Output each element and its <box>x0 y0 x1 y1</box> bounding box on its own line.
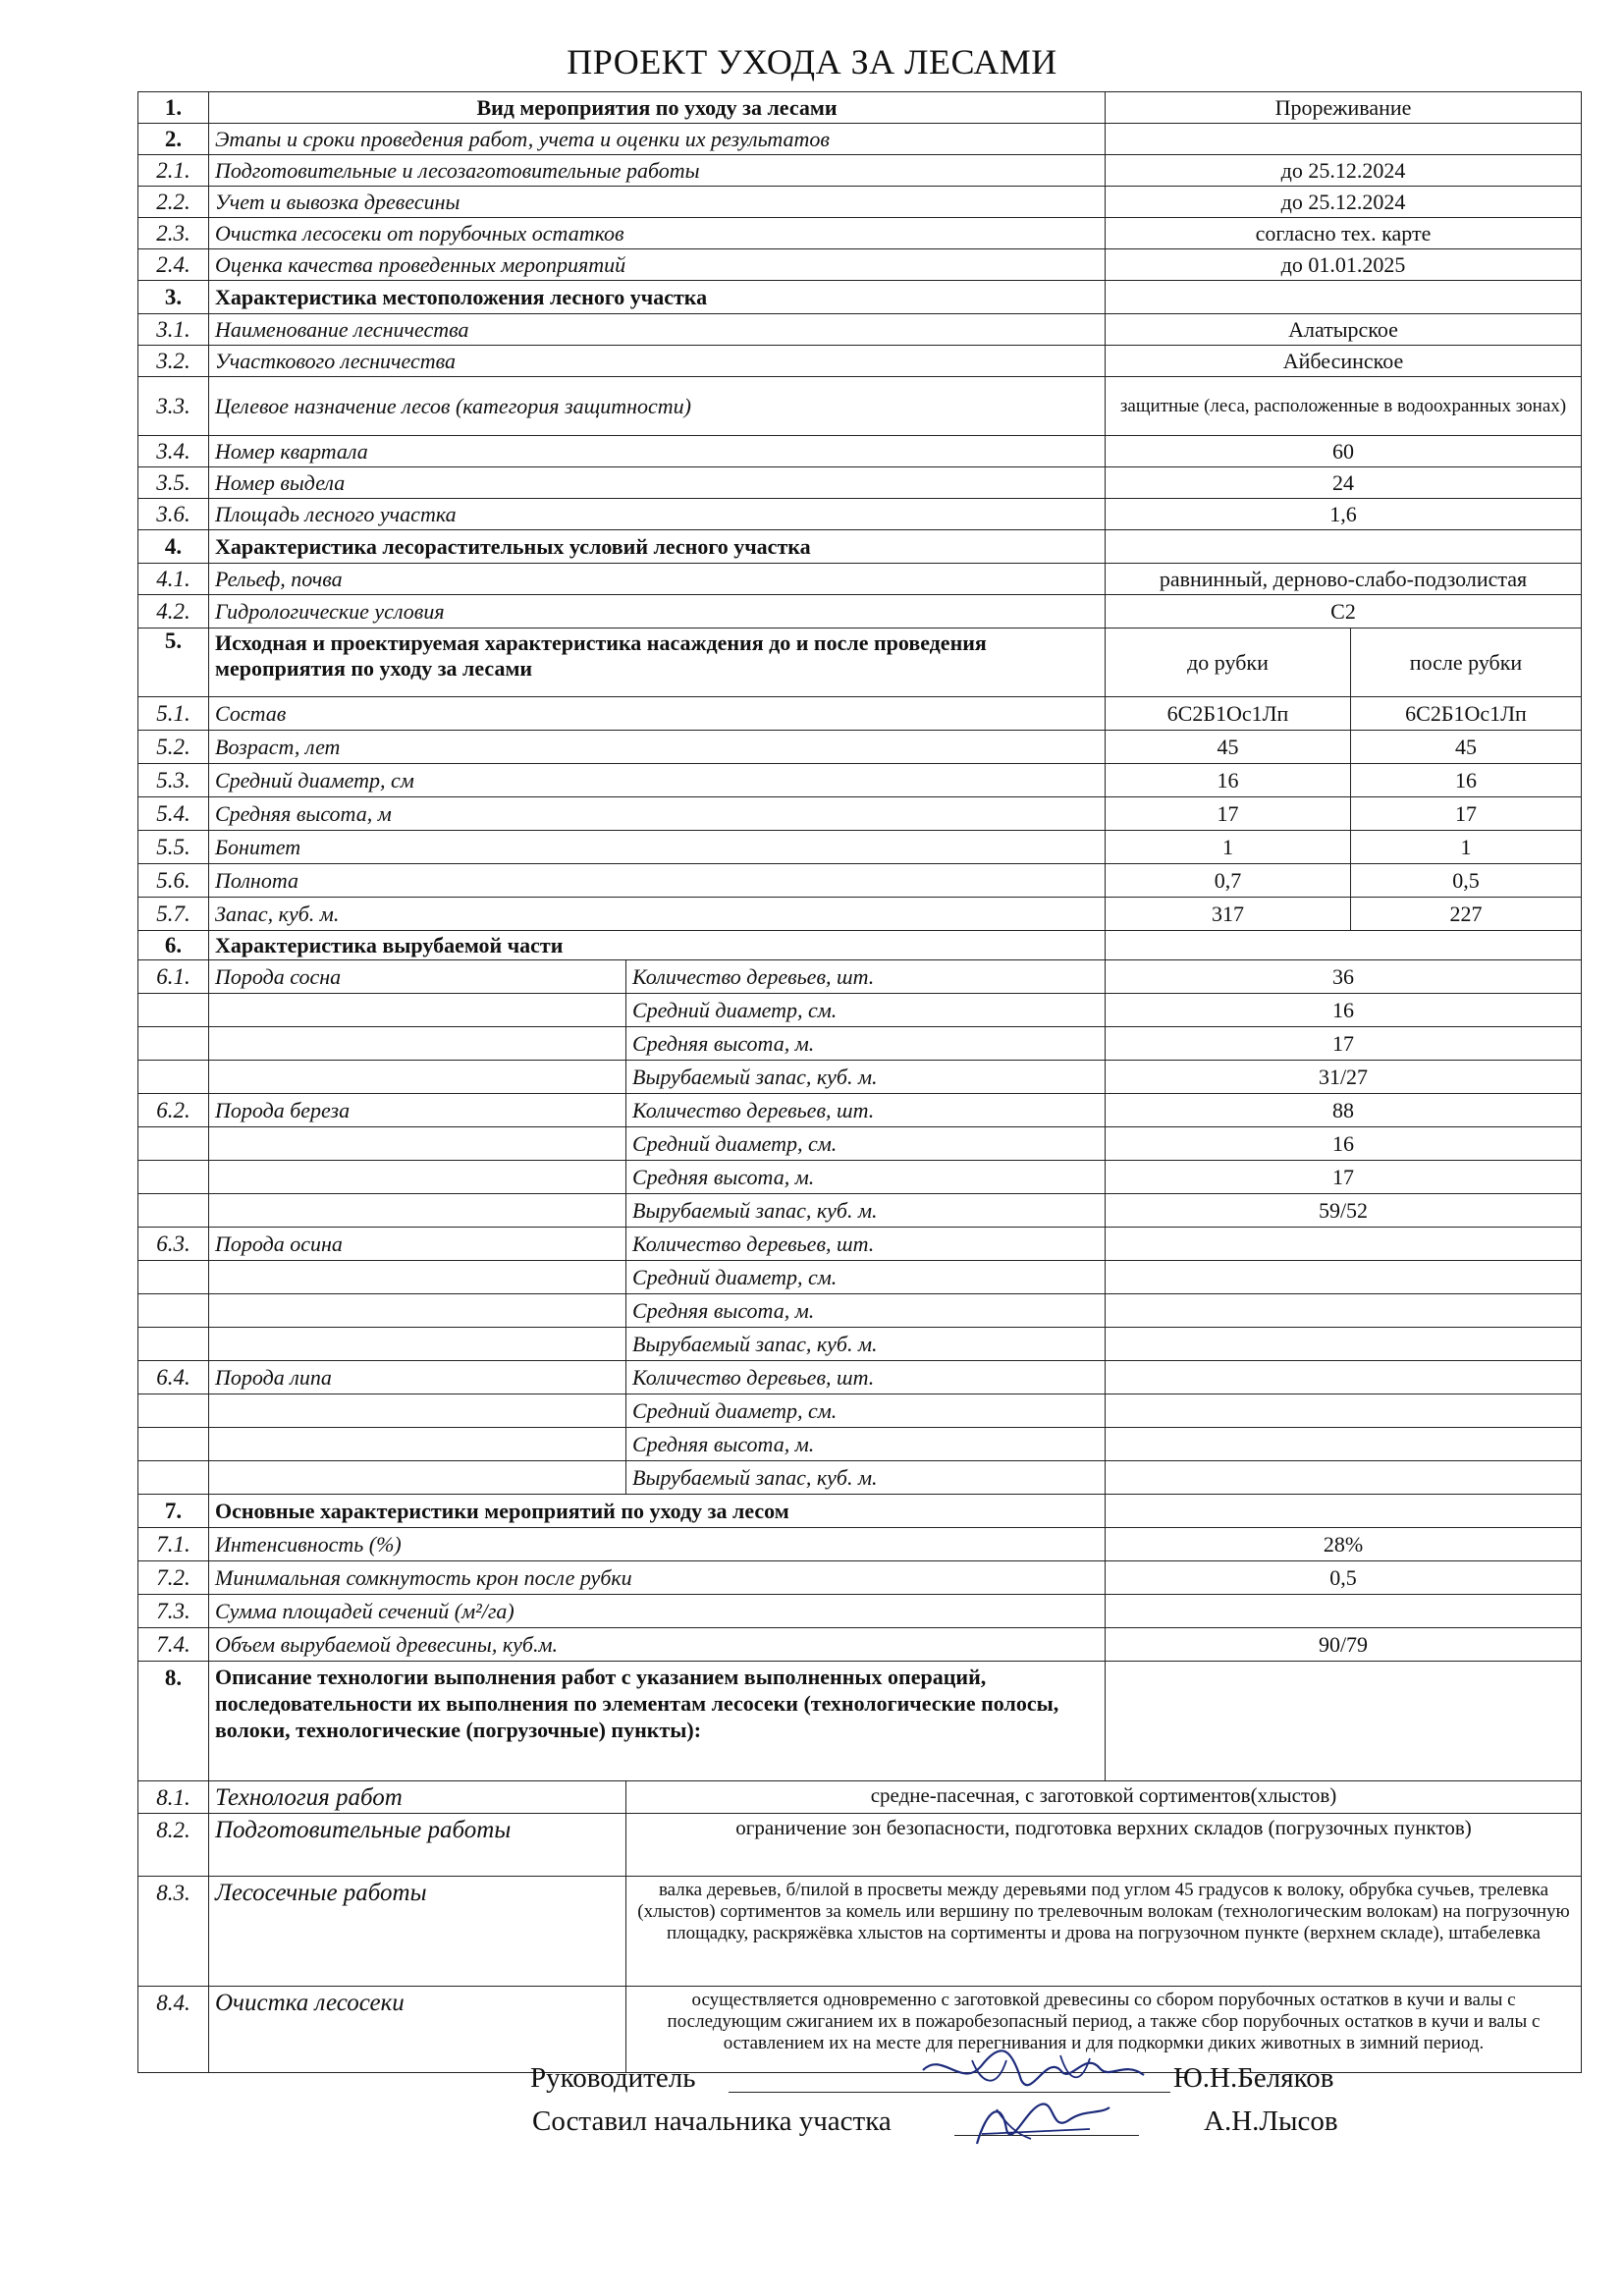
row-number: 7. <box>138 1495 209 1528</box>
row-number: 5.6. <box>138 864 209 898</box>
species-name: Порода липа <box>209 1361 626 1394</box>
table-row <box>138 931 1582 960</box>
row-label: Номер выдела <box>209 467 1106 499</box>
row-label: Лесосечные работы <box>209 1877 626 1987</box>
row-value: согласно тех. карте <box>1106 218 1582 249</box>
row-label: Бонитет <box>209 831 1106 864</box>
row-label: Характеристика вырубаемой части <box>209 931 1106 960</box>
row-value: 36 <box>1106 960 1582 994</box>
row-value: 17 <box>1106 1161 1582 1194</box>
row-label: Средний диаметр, см. <box>626 994 1106 1027</box>
row-value <box>1106 1294 1582 1328</box>
table-row <box>138 377 1582 436</box>
table-row <box>138 1781 1582 1814</box>
row-value-after: 17 <box>1351 797 1582 831</box>
row-label: Вырубаемый запас, куб. м. <box>626 1061 1106 1094</box>
row-label: Состав <box>209 697 1106 731</box>
table-row <box>138 1528 1582 1561</box>
table-row <box>138 994 1582 1027</box>
row-number: 2.2. <box>138 187 209 218</box>
table-row <box>138 960 1582 994</box>
row-number: 5.1. <box>138 697 209 731</box>
table-row <box>138 864 1582 898</box>
table-row <box>138 281 1582 314</box>
row-number: 6.4. <box>138 1361 209 1394</box>
row-value-before: 17 <box>1106 797 1351 831</box>
row-value: 1,6 <box>1106 499 1582 530</box>
row-value <box>1106 1428 1582 1461</box>
row-number: 8.3. <box>138 1877 209 1987</box>
species-name <box>209 1294 626 1328</box>
table-row <box>138 797 1582 831</box>
row-value-after: 0,5 <box>1351 864 1582 898</box>
row-number: 4.1. <box>138 564 209 595</box>
row-number: 7.2. <box>138 1561 209 1595</box>
row-label: Средняя высота, м. <box>626 1161 1106 1194</box>
row-number <box>138 1127 209 1161</box>
row-value: 59/52 <box>1106 1194 1582 1228</box>
table-row <box>138 1814 1582 1877</box>
row-label: Характеристика местоположения лесного участка <box>209 281 1106 314</box>
row-label: Средний диаметр, см. <box>626 1394 1106 1428</box>
row-label: Количество деревьев, шт. <box>626 1228 1106 1261</box>
forest-care-table <box>137 91 1582 2073</box>
row-number: 5.5. <box>138 831 209 864</box>
row-value: равнинный, дерново-слабо-подзолистая <box>1106 564 1582 595</box>
row-value <box>1106 1662 1582 1781</box>
row-value: осуществляется одновременно с заготовкой древесины со сбором порубочных остатков в кучи и валы с последующим сжиганием их в пожаробезопасный период, а также сбор порубочных остатков в кучи и валы с оставлением их на месте для перегнивания и для подкормки диких животных в зимний период. <box>626 1987 1582 2073</box>
table-row <box>138 218 1582 249</box>
species-name: Порода береза <box>209 1094 626 1127</box>
table-row <box>138 155 1582 187</box>
table-row <box>138 1662 1582 1781</box>
table-row <box>138 1595 1582 1628</box>
table-row <box>138 467 1582 499</box>
table-row <box>138 1161 1582 1194</box>
table-row <box>138 92 1582 124</box>
row-number: 8. <box>138 1662 209 1781</box>
row-number <box>138 1261 209 1294</box>
row-label: Подготовительные работы <box>209 1814 626 1877</box>
row-label: Средняя высота, м. <box>626 1027 1106 1061</box>
row-label: Технология работ <box>209 1781 626 1814</box>
row-number: 6.2. <box>138 1094 209 1127</box>
row-label: Очистка лесосеки от порубочных остатков <box>209 218 1106 249</box>
species-name <box>209 1261 626 1294</box>
row-label: Возраст, лет <box>209 731 1106 764</box>
row-number <box>138 1394 209 1428</box>
row-number: 2.1. <box>138 155 209 187</box>
row-label: Количество деревьев, шт. <box>626 960 1106 994</box>
table-row <box>138 629 1582 697</box>
row-value: ограничение зон безопасности, подготовка верхних складов (погрузочных пунктов) <box>626 1814 1582 1877</box>
row-number: 5.3. <box>138 764 209 797</box>
row-number: 8.1. <box>138 1781 209 1814</box>
table-row <box>138 1428 1582 1461</box>
table-row <box>138 1628 1582 1662</box>
row-label: Участкового лесничества <box>209 346 1106 377</box>
document-title: ПРОЕКТ УХОДА ЗА ЛЕСАМИ <box>567 42 1057 82</box>
row-label: Целевое назначение лесов (категория защитности) <box>209 377 1106 436</box>
row-value: 31/27 <box>1106 1061 1582 1094</box>
row-label: Вырубаемый запас, куб. м. <box>626 1328 1106 1361</box>
row-label: Вырубаемый запас, куб. м. <box>626 1461 1106 1495</box>
table-row <box>138 1061 1582 1094</box>
row-value <box>1106 1461 1582 1495</box>
row-number: 8.2. <box>138 1814 209 1877</box>
row-label: Гидрологические условия <box>209 595 1106 629</box>
row-number: 6.1. <box>138 960 209 994</box>
row-value: 88 <box>1106 1094 1582 1127</box>
table-row <box>138 1461 1582 1495</box>
row-label: Описание технологии выполнения работ с указанием выполненных операций, последовательности их выполнения по элементам лесосеки (технологические полосы, волоки, технологические (погрузочные) пункты): <box>209 1662 1106 1781</box>
table-row <box>138 595 1582 629</box>
row-number: 2.4. <box>138 249 209 281</box>
species-name <box>209 1428 626 1461</box>
row-label: Основные характеристики мероприятий по уходу за лесом <box>209 1495 1106 1528</box>
row-value <box>1106 1361 1582 1394</box>
row-value: 24 <box>1106 467 1582 499</box>
row-value: 28% <box>1106 1528 1582 1561</box>
row-value-before: 0,7 <box>1106 864 1351 898</box>
row-label: Средняя высота, м. <box>626 1428 1106 1461</box>
row-value <box>1106 1394 1582 1428</box>
row-value <box>1106 1328 1582 1361</box>
row-number: 3.2. <box>138 346 209 377</box>
species-name: Порода осина <box>209 1228 626 1261</box>
table-row <box>138 731 1582 764</box>
table-row <box>138 436 1582 467</box>
row-value-after: 1 <box>1351 831 1582 864</box>
table-row <box>138 1561 1582 1595</box>
row-value-after: 45 <box>1351 731 1582 764</box>
row-number: 3.5. <box>138 467 209 499</box>
row-value-before: 45 <box>1106 731 1351 764</box>
row-value <box>1106 281 1582 314</box>
row-number <box>138 1161 209 1194</box>
table-row <box>138 1194 1582 1228</box>
row-number <box>138 1328 209 1361</box>
row-label: Количество деревьев, шт. <box>626 1361 1106 1394</box>
row-value-after: 227 <box>1351 898 1582 931</box>
row-value: С2 <box>1106 595 1582 629</box>
species-name <box>209 1328 626 1361</box>
row-number: 3.4. <box>138 436 209 467</box>
table-row <box>138 1127 1582 1161</box>
species-name <box>209 1061 626 1094</box>
row-label: Полнота <box>209 864 1106 898</box>
row-value: до 25.12.2024 <box>1106 187 1582 218</box>
row-number: 1. <box>138 92 209 124</box>
row-label: Характеристика лесорастительных условий лесного участка <box>209 530 1106 564</box>
table-row <box>138 124 1582 155</box>
row-value-after: 6С2Б1Ос1Лп <box>1351 697 1582 731</box>
table-row <box>138 1877 1582 1987</box>
row-value: до 25.12.2024 <box>1106 155 1582 187</box>
row-label: Очистка лесосеки <box>209 1987 626 2073</box>
row-label: Площадь лесного участка <box>209 499 1106 530</box>
table-row <box>138 764 1582 797</box>
species-name <box>209 994 626 1027</box>
table-row <box>138 1261 1582 1294</box>
row-label: Подготовительные и лесозаготовительные работы <box>209 155 1106 187</box>
row-label: Исходная и проектируемая характеристика насаждения до и после проведения мероприятия по уходу за лесами <box>209 629 1106 697</box>
row-value <box>1106 1595 1582 1628</box>
row-value: средне-пасечная, с заготовкой сортиментов(хлыстов) <box>626 1781 1582 1814</box>
table-row <box>138 1094 1582 1127</box>
row-label: Средний диаметр, см <box>209 764 1106 797</box>
row-number <box>138 1428 209 1461</box>
column-header-after: после рубки <box>1351 629 1582 697</box>
row-number: 3.3. <box>138 377 209 436</box>
row-number: 2.3. <box>138 218 209 249</box>
row-value <box>1106 124 1582 155</box>
author-signature-label: Составил начальника участка <box>532 2105 892 2137</box>
row-number: 5.7. <box>138 898 209 931</box>
row-value: Алатырское <box>1106 314 1582 346</box>
row-value: до 01.01.2025 <box>1106 249 1582 281</box>
species-name <box>209 1461 626 1495</box>
row-label: Минимальная сомкнутость крон после рубки <box>209 1561 1106 1595</box>
head-signature-label: Руководитель <box>530 2062 696 2094</box>
table-row <box>138 187 1582 218</box>
row-number: 4.2. <box>138 595 209 629</box>
species-name <box>209 1161 626 1194</box>
row-number: 7.4. <box>138 1628 209 1662</box>
row-number <box>138 1194 209 1228</box>
table-row <box>138 1495 1582 1528</box>
row-value-before: 6С2Б1Ос1Лп <box>1106 697 1351 731</box>
row-value: Прореживание <box>1106 92 1582 124</box>
author-signature-image <box>962 2090 1119 2159</box>
table-row <box>138 346 1582 377</box>
table-row <box>138 314 1582 346</box>
row-number: 5.2. <box>138 731 209 764</box>
row-label: Рельеф, почва <box>209 564 1106 595</box>
table-row <box>138 1361 1582 1394</box>
table-row <box>138 249 1582 281</box>
row-label: Интенсивность (%) <box>209 1528 1106 1561</box>
row-value-before: 1 <box>1106 831 1351 864</box>
column-header-before: до рубки <box>1106 629 1351 697</box>
row-number: 3.6. <box>138 499 209 530</box>
table-row <box>138 898 1582 931</box>
row-number: 5.4. <box>138 797 209 831</box>
table-row <box>138 831 1582 864</box>
row-number: 7.1. <box>138 1528 209 1561</box>
row-label: Средняя высота, м. <box>626 1294 1106 1328</box>
row-number <box>138 1027 209 1061</box>
row-value: Айбесинское <box>1106 346 1582 377</box>
row-value <box>1106 1261 1582 1294</box>
row-number <box>138 1461 209 1495</box>
row-value: 90/79 <box>1106 1628 1582 1662</box>
table-row <box>138 530 1582 564</box>
table-row <box>138 1294 1582 1328</box>
row-value: 0,5 <box>1106 1561 1582 1595</box>
table-row <box>138 697 1582 731</box>
row-label: Вырубаемый запас, куб. м. <box>626 1194 1106 1228</box>
row-label: Этапы и сроки проведения работ, учета и оценки их результатов <box>209 124 1106 155</box>
row-value: валка деревьев, б/пилой в просветы между деревьями под углом 45 градусов к волоку, обрубка сучьев, трелевка (хлыстов) сортиментов за комель или вершину по трелевочным волокам (технологическим волокам) на погрузочную площадку, раскряжёвка хлыстов на сортименты и дрова на погрузочном пункте (верхнем складе), штабелевка <box>626 1877 1582 1987</box>
row-value <box>1106 931 1582 960</box>
row-label: Учет и вывозка древесины <box>209 187 1106 218</box>
head-name: Ю.Н.Беляков <box>1173 2062 1334 2094</box>
row-number: 3.1. <box>138 314 209 346</box>
row-number <box>138 994 209 1027</box>
row-label: Средний диаметр, см. <box>626 1127 1106 1161</box>
table-row <box>138 1027 1582 1061</box>
row-number: 2. <box>138 124 209 155</box>
row-value <box>1106 530 1582 564</box>
row-value <box>1106 1495 1582 1528</box>
row-label: Оценка качества проведенных мероприятий <box>209 249 1106 281</box>
row-label: Количество деревьев, шт. <box>626 1094 1106 1127</box>
row-value-before: 317 <box>1106 898 1351 931</box>
row-label: Наименование лесничества <box>209 314 1106 346</box>
row-value <box>1106 1228 1582 1261</box>
row-number: 7.3. <box>138 1595 209 1628</box>
row-number: 4. <box>138 530 209 564</box>
row-number <box>138 1294 209 1328</box>
table-row <box>138 499 1582 530</box>
row-label: Средняя высота, м <box>209 797 1106 831</box>
row-number: 6.3. <box>138 1228 209 1261</box>
table-row <box>138 1328 1582 1361</box>
row-number: 6. <box>138 931 209 960</box>
row-value: 16 <box>1106 1127 1582 1161</box>
row-value: защитные (леса, расположенные в водоохранных зонах) <box>1106 377 1582 436</box>
species-name <box>209 1127 626 1161</box>
row-label: Объем вырубаемой древесины, куб.м. <box>209 1628 1106 1662</box>
table-row <box>138 1394 1582 1428</box>
author-name: А.Н.Лысов <box>1204 2105 1338 2137</box>
species-name <box>209 1027 626 1061</box>
row-value: 16 <box>1106 994 1582 1027</box>
row-value-before: 16 <box>1106 764 1351 797</box>
species-name <box>209 1394 626 1428</box>
row-number: 5. <box>138 629 209 697</box>
row-label: Средний диаметр, см. <box>626 1261 1106 1294</box>
row-value: 17 <box>1106 1027 1582 1061</box>
row-number: 3. <box>138 281 209 314</box>
table-row <box>138 564 1582 595</box>
row-number <box>138 1061 209 1094</box>
row-value: 60 <box>1106 436 1582 467</box>
species-name <box>209 1194 626 1228</box>
row-number: 8.4. <box>138 1987 209 2073</box>
species-name: Порода сосна <box>209 960 626 994</box>
row-label: Вид мероприятия по уходу за лесами <box>209 92 1106 124</box>
row-label: Запас, куб. м. <box>209 898 1106 931</box>
row-value-after: 16 <box>1351 764 1582 797</box>
row-label: Сумма площадей сечений (м²/га) <box>209 1595 1106 1628</box>
table-row <box>138 1987 1582 2073</box>
table-row <box>138 1228 1582 1261</box>
row-label: Номер квартала <box>209 436 1106 467</box>
